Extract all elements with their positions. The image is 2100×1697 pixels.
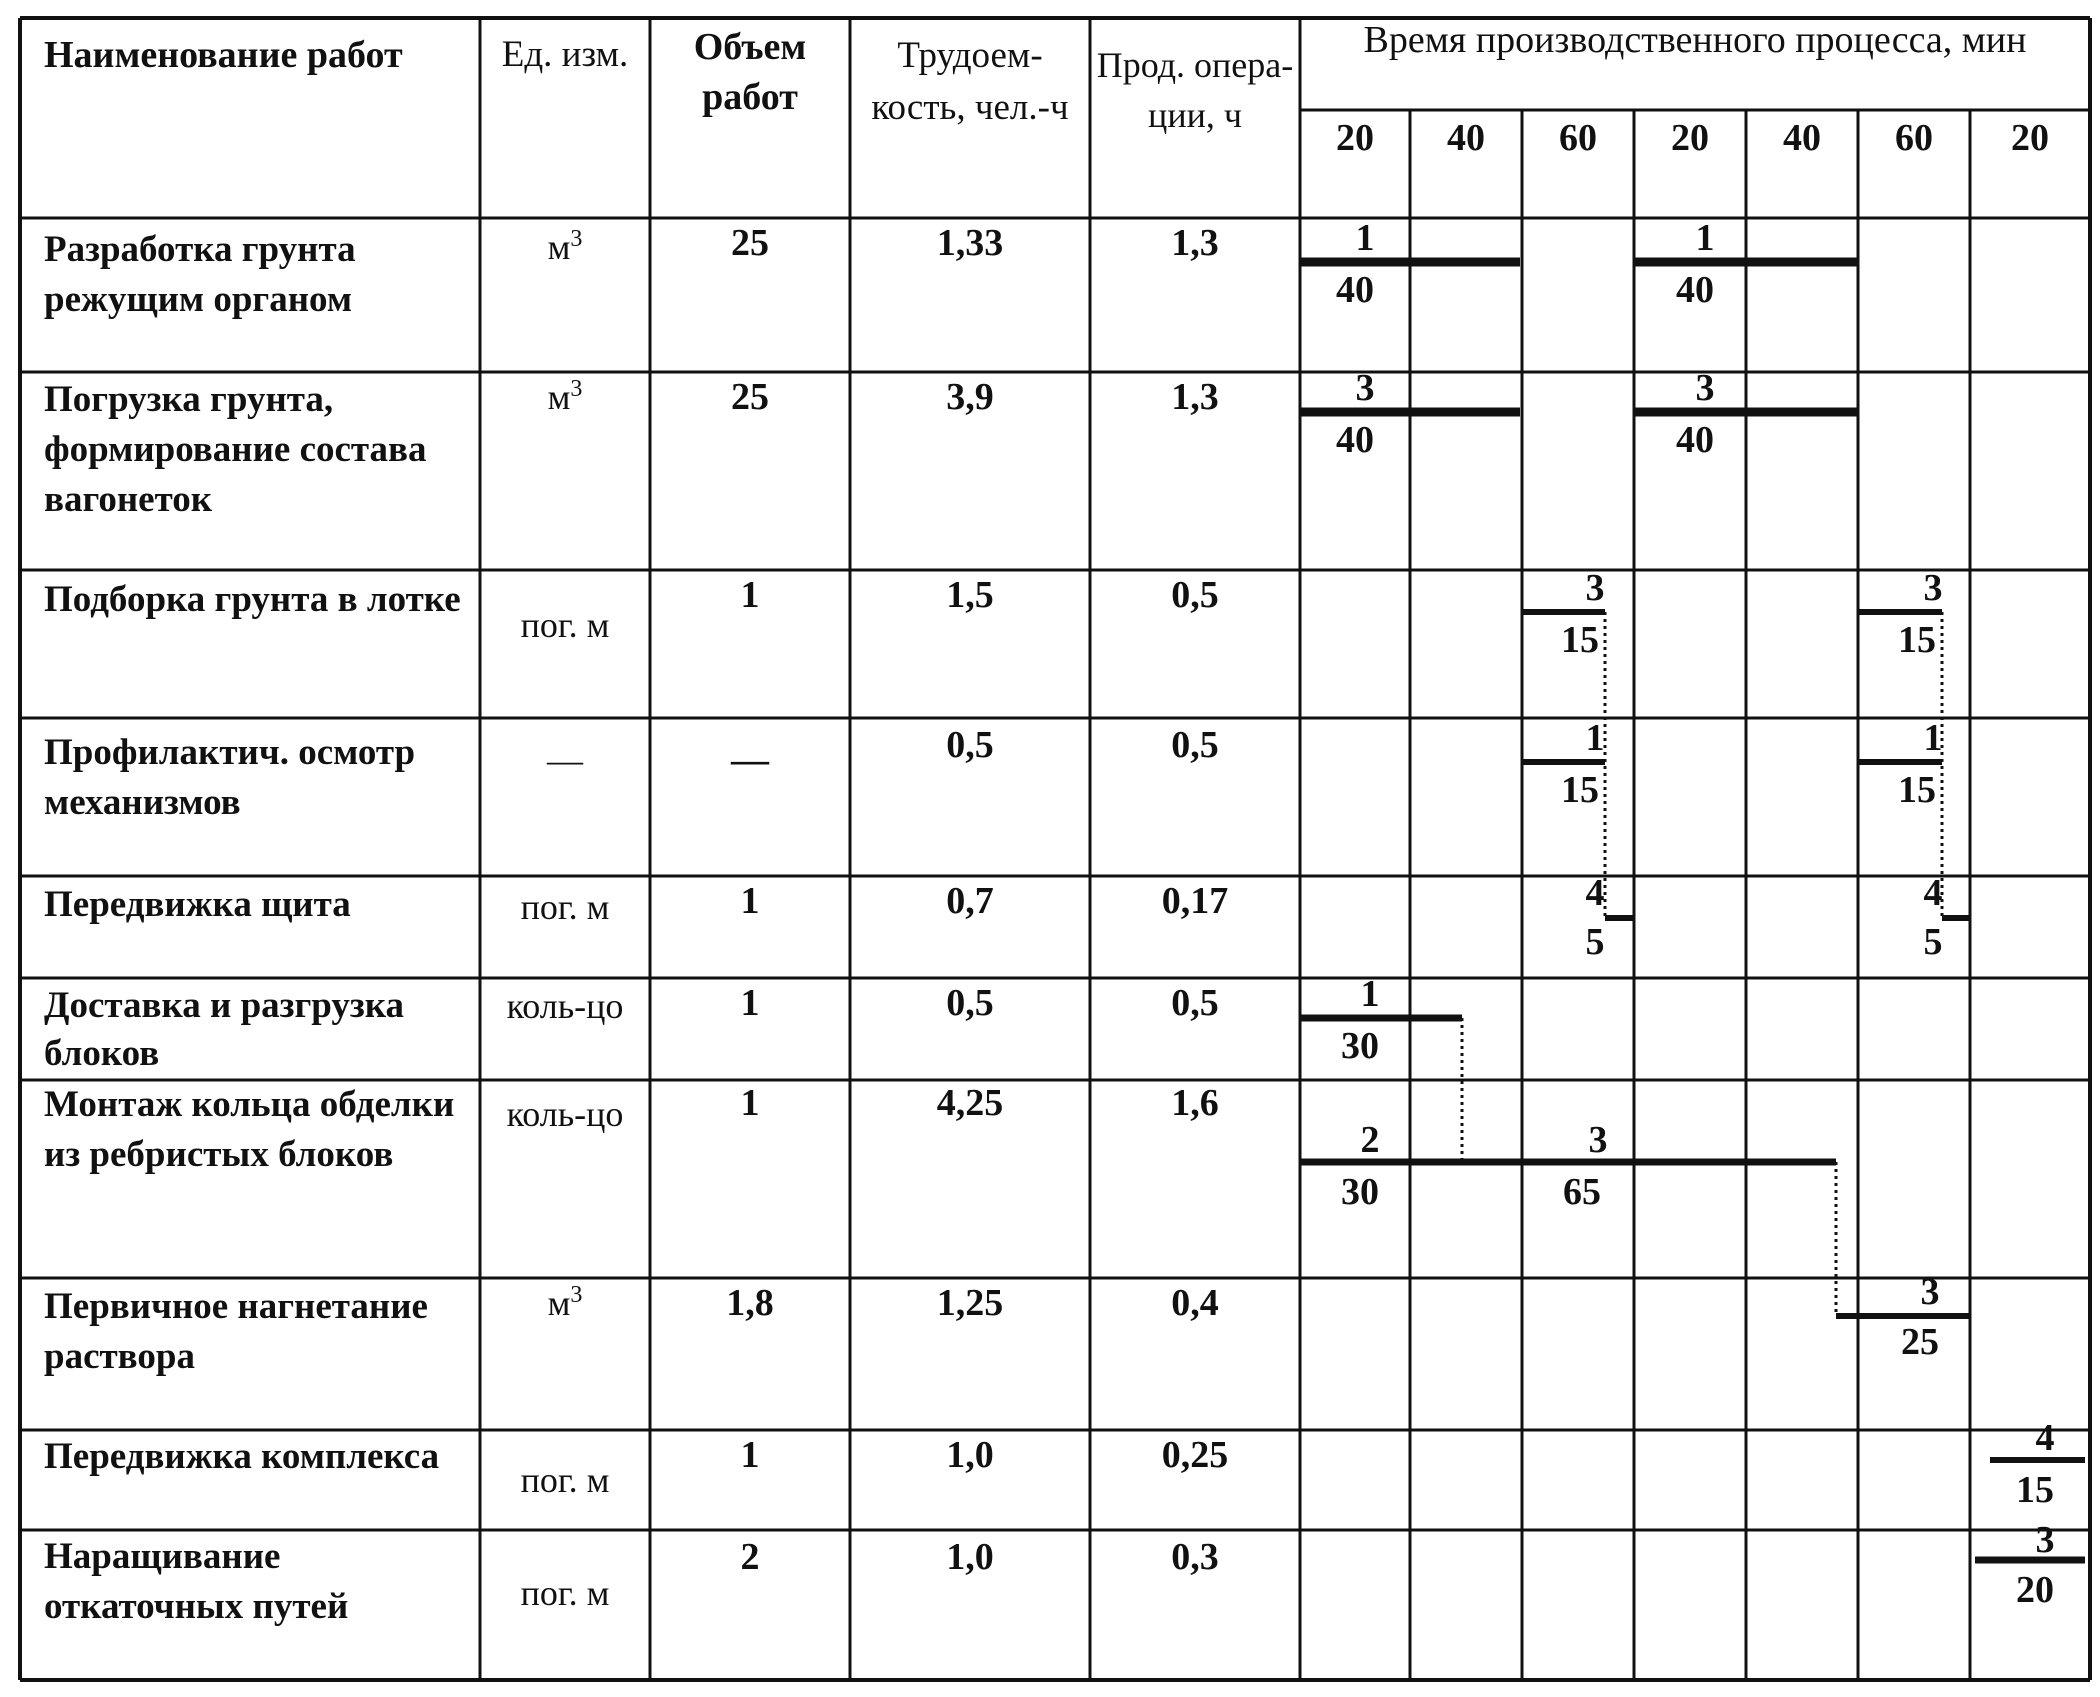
header-unit: Ед. изм. xyxy=(501,34,629,75)
bar-10-minutes: 20 xyxy=(2016,1569,2054,1611)
bar-7a-workers: 2 xyxy=(1360,1119,1380,1161)
row-8-name: Первичное нагнетание раствора xyxy=(44,1286,428,1377)
bar-2a-workers: 3 xyxy=(1355,367,1375,409)
row-1-unit-sup: 3 xyxy=(570,226,583,252)
row-10-volume: 2 xyxy=(740,1536,760,1578)
tick-1: 20 xyxy=(1336,117,1374,159)
row-8-duration: 0,4 xyxy=(1171,1282,1219,1324)
row-1-name: Разработка грунта режущим органом xyxy=(44,229,356,320)
bar-9-minutes: 15 xyxy=(2016,1469,2054,1511)
bar-3a-minutes: 15 xyxy=(1561,619,1599,661)
row-2-volume: 25 xyxy=(731,376,769,418)
bar-5a-workers: 4 xyxy=(1585,872,1605,914)
bar-2b-workers: 3 xyxy=(1695,367,1715,409)
row-2-name: Погрузка грунта, формирование состава вагонеток xyxy=(44,379,427,520)
row-3-duration: 0,5 xyxy=(1171,574,1219,616)
bar-2b-minutes: 40 xyxy=(1676,419,1714,461)
bar-1b-minutes: 40 xyxy=(1676,269,1714,311)
row-10-duration: 0,3 xyxy=(1171,1536,1219,1578)
bar-7a-minutes: 30 xyxy=(1341,1171,1379,1213)
bar-1b-workers: 1 xyxy=(1695,217,1715,259)
bar-5b-workers: 4 xyxy=(1923,872,1943,914)
header-duration: Прод. опера-ции, ч xyxy=(1096,45,1294,135)
row-9-duration: 0,25 xyxy=(1161,1434,1229,1476)
row-1-duration: 1,3 xyxy=(1171,222,1219,264)
row-3-labor: 1,5 xyxy=(946,574,994,616)
row-8-unit-text: м xyxy=(547,1283,571,1323)
row-2-unit-text: м xyxy=(547,377,571,417)
row-6-duration: 0,5 xyxy=(1171,982,1219,1024)
row-9-unit: пог. м xyxy=(520,1460,610,1500)
row-7-name: Монтаж кольца обделки из ребристых блоков xyxy=(44,1084,455,1175)
row-9-volume: 1 xyxy=(740,1434,760,1476)
row-1-unit xyxy=(482,222,648,272)
row-5-volume: 1 xyxy=(740,880,760,922)
row-1-volume: 25 xyxy=(731,222,769,264)
bar-3b-minutes: 15 xyxy=(1898,619,1936,661)
bar-3a-workers: 3 xyxy=(1585,567,1605,609)
row-8-labor: 1,25 xyxy=(936,1282,1004,1324)
row-6-name: Доставка и разгрузка блоков xyxy=(44,985,405,1074)
bar-5b-minutes: 5 xyxy=(1923,921,1943,963)
header-timeline-title: Время производственного процесса, мин xyxy=(1363,19,2027,61)
tick-2: 40 xyxy=(1447,117,1485,159)
row-4-volume: — xyxy=(731,739,769,781)
row-8-unit xyxy=(482,1278,648,1328)
bar-10-workers: 3 xyxy=(2035,1519,2055,1561)
row-5-duration: 0,17 xyxy=(1161,880,1229,922)
tick-3: 60 xyxy=(1559,117,1597,159)
row-6-labor: 0,5 xyxy=(946,982,994,1024)
row-4-name: Профилактич. осмотр механизмов xyxy=(44,732,416,823)
bar-6-workers: 1 xyxy=(1360,973,1380,1015)
row-5-name: Передвижка щита xyxy=(44,884,351,925)
row-1-unit-text: м xyxy=(547,227,571,267)
header-labor: Трудоем-кость, чел.-ч xyxy=(871,35,1069,128)
bar-4a-workers: 1 xyxy=(1585,717,1605,759)
row-3-unit: пог. м xyxy=(520,605,610,645)
header-volume: Объем работ xyxy=(693,26,807,118)
row-2-labor: 3,9 xyxy=(946,376,994,418)
row-10-unit: пог. м xyxy=(520,1573,610,1613)
bar-3b-workers: 3 xyxy=(1923,567,1943,609)
row-4-unit: — xyxy=(547,740,583,780)
bar-4b-minutes: 15 xyxy=(1898,769,1936,811)
row-6-unit: коль-цо xyxy=(506,986,624,1026)
bar-7b-workers: 3 xyxy=(1588,1119,1608,1161)
row-4-duration: 0,5 xyxy=(1171,724,1219,766)
bar-7b-minutes: 65 xyxy=(1563,1171,1601,1213)
row-5-unit: пог. м xyxy=(520,887,610,927)
row-1-labor: 1,33 xyxy=(936,222,1004,264)
bar-4b-workers: 1 xyxy=(1923,717,1943,759)
row-7-duration: 1,6 xyxy=(1171,1082,1219,1124)
row-4-labor: 0,5 xyxy=(946,724,994,766)
row-10-labor: 1,0 xyxy=(946,1536,994,1578)
row-6-volume: 1 xyxy=(740,982,760,1024)
bar-8-workers: 3 xyxy=(1920,1271,1940,1313)
bar-2a-minutes: 40 xyxy=(1336,419,1374,461)
bar-1a-minutes: 40 xyxy=(1336,269,1374,311)
bar-6-minutes: 30 xyxy=(1341,1025,1379,1067)
row-2-duration: 1,3 xyxy=(1171,376,1219,418)
tick-5: 40 xyxy=(1783,117,1821,159)
row-9-labor: 1,0 xyxy=(946,1434,994,1476)
row-7-labor: 4,25 xyxy=(936,1082,1004,1124)
tick-4: 20 xyxy=(1671,117,1709,159)
row-7-unit: коль-цо xyxy=(506,1094,624,1134)
row-7-volume: 1 xyxy=(740,1082,760,1124)
tick-6: 60 xyxy=(1895,117,1933,159)
bar-8-minutes: 25 xyxy=(1901,1321,1939,1363)
row-5-labor: 0,7 xyxy=(946,880,994,922)
bar-1a-workers: 1 xyxy=(1355,217,1375,259)
row-2-unit xyxy=(482,372,648,422)
row-9-name: Передвижка комплекса xyxy=(44,1436,440,1477)
bar-9-workers: 4 xyxy=(2035,1417,2055,1459)
header-name: Наименование работ xyxy=(44,34,403,76)
row-8-unit-sup: 3 xyxy=(570,1282,583,1308)
row-2-unit-sup: 3 xyxy=(570,376,583,402)
bar-4a-minutes: 15 xyxy=(1561,769,1599,811)
row-3-name: Подборка грунта в лотке xyxy=(44,579,461,620)
row-8-volume: 1,8 xyxy=(726,1282,774,1324)
bar-5a-minutes: 5 xyxy=(1585,921,1605,963)
row-10-name: Наращивание откаточных путей xyxy=(44,1536,349,1627)
tick-7: 20 xyxy=(2011,117,2049,159)
row-3-volume: 1 xyxy=(740,574,760,616)
